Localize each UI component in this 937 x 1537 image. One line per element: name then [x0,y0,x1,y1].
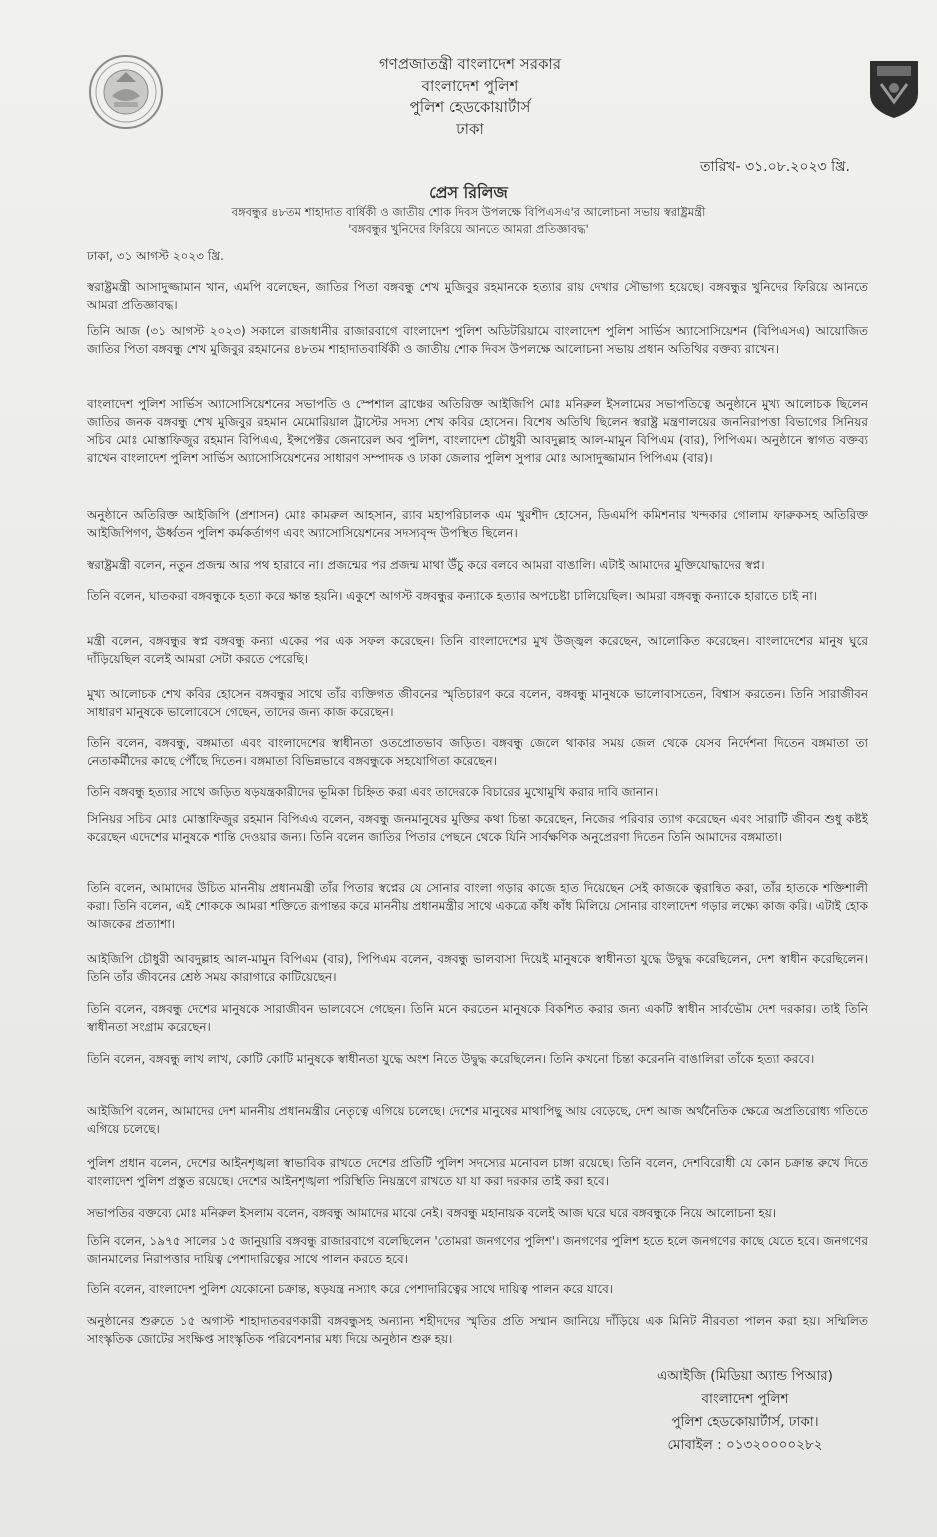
paragraph: মুখ্য আলোচক শেখ কবির হোসেন বঙ্গবন্ধুর সাথে তাঁর ব্যক্তিগত জীবনের স্মৃতিচারণ করে বলেন, বঙ্গবন্ধু মানুষকে ভালোবাসতেন, বিশ্বাস করতেন। তিনি সারাজীবন সাধারণ মানুষকে ভালোবেসে গেছেন, তাদের জন্য কাজ করেছেন। [87,687,868,719]
paragraph: আইজিপি বলেন, আমাদের দেশ মাননীয় প্রধানমন্ত্রীর নেতৃত্বে এগিয়ে চলেছে। দেশের মানুষের মাথাপিছু আয় বেড়েছে, দেশ আজ অর্থনৈতিক ক্ষেত্রে অপ্রতিরোধ্য গতিতে এগিয়ে চলেছে। [87,1104,868,1136]
paragraph: স্বরাষ্ট্রমন্ত্রী বলেন, নতুন প্রজন্ম আর পথ হারাবে না। প্রজন্মের পর প্রজন্ম মাথা উঁচু করে বলবে আমরা বাঙালি। এটাই আমাদের মুক্তিযোদ্ধাদের স্বপ্ন। [87,558,765,572]
paragraph: সভাপতির বক্তব্যে মোঃ মনিরুল ইসলাম বলেন, বঙ্গবন্ধু আমাদের মাঝে নেই। বঙ্গবন্ধু মহানায়ক বলেই আজ ঘরে ঘরে বঙ্গবন্ধুকে নিয়ে আলোচনা হয়। [87,1206,777,1220]
paragraph: তিনি বলেন, ১৯৭৫ সালের ১৫ জানুয়ারি বঙ্গবন্ধু রাজারবাগে বলেছিলেন 'তোমরা জনগণের পুলিশ'। জনগণের পুলিশ হতে হলে জনগণের কাছে যেতে হবে। জনগণের জানমালের নিরাপত্তার দায়িত্ব পেশাদারিত্বের সাথে পালন করতে হবে। [87,1234,868,1266]
dateline: ঢাকা, ৩১ আগস্ট ২০২৩ খ্রি. [87,249,224,263]
letterhead-police: বাংলাদেশ পুলিশ [421,76,519,95]
paragraph: তিনি বলেন, ঘাতকরা বঙ্গবন্ধুকে হত্যা করে ক্ষান্ত হয়নি। একুশে আগস্ট বঙ্গবন্ধুর কন্যাকে হত্যার অপচেষ্টা চালিয়েছিল। আমরা বঙ্গবন্ধু কন্যাকে হারাতে চাই না। [87,589,817,603]
paragraph: বাংলাদেশ পুলিশ সার্ভিস অ্যাসোসিয়েশনের সভাপতি ও স্পেশাল ব্রাঞ্চের অতিরিক্ত আইজিপি মোঃ মনিরুল ইসলামের সভাপতিত্বে অনুষ্ঠানে মুখ্য আলোচক ছিলেন জাতির জনক বঙ্গবন্ধু শেখ মুজিবুর রহমান মেমোরিয়াল ট্রাস্টের সদস্য শেখ কবির হোসেন। বিশেষ অতিথি ছিলেন স্বরাষ্ট্র মন্ত্রণালয়ের জননিরাপত্তা বিভাগের সিনিয়র সচিব মোঃ মোস্তাফিজুর রহমান বিপিএএ, ইন্সপেক্টর জেনারেল অব পুলিশ, বাংলাদেশ চৌধুরী আবদুল্লাহ আল-মামুন বিপিএম (বার), পিপিএম। অনুষ্ঠানে স্বাগত বক্তব্য রাখেন বাংলাদেশ পুলিশ সার্ভিস অ্যাসোসিয়েশনের সাধারণ সম্পাদক ও ঢাকা জেলার পুলিশ সুপার মোঃ আসাদুজ্জামান পিপিএম (বার)। [87,397,868,465]
paragraph: তিনি বলেন, বঙ্গবন্ধু দেশের মানুষকে সারাজীবন ভালবেসে গেছেন। তিনি মনে করতেন মানুষকে বিকশিত করার জন্য একটি স্বাধীন সার্বভৌম দেশ দরকার। তাই তিনি স্বাধীনতা সংগ্রাম করেছেন। [87,1002,868,1034]
paragraph: তিনি বলেন, আমাদের উচিত মাননীয় প্রধানমন্ত্রী তাঁর পিতার স্বপ্নের যে সোনার বাংলা গড়ার কাজে হাত দিয়েছেন সেই কাজকে ত্বরান্বিত করা, তাঁর হাতকে শক্তিশালী করা। তিনি বলেন, এই শোককে আমরা শক্তিতে রূপান্তর করে মাননীয় প্রধানমন্ত্রীর সাথে একত্রে কাঁধ কাঁধ মিলিয়ে সোনার বাংলাদেশ গড়ার লক্ষ্যে কাজ করি। এটাই হোক আজকের প্রত্যাশা। [87,881,868,931]
paragraph: মন্ত্রী বলেন, বঙ্গবন্ধুর স্বপ্ন বঙ্গবন্ধু কন্যা একের পর এক সফল করেছেন। তিনি বাংলাদেশের মুখ উজ্জ্বল করেছেন, আলোকিত করেছেন। বাংলাদেশের মানুষ ঘুরে দাঁড়িয়েছিল বলেই আমরা সেটা করতে পেরেছি। [87,634,868,666]
headline-line-1: বঙ্গবন্ধুর ৪৮তম শাহাদাত বার্ষিকী ও জাতীয় শোক দিবস উপলক্ষে বিপিএসএ'র আলোচনা সভায় স্বরাষ্ট্রমন্ত্রী [231,205,706,219]
paragraph: সিনিয়র সচিব মোঃ মোস্তাফিজুর রহমান বিপিএএ বলেন, বঙ্গবন্ধু জনমানুষের মুক্তির কথা চিন্তা করেছেন, নিজের পরিবার ত্যাগ করেছেন এবং সারাটি জীবন শুধু কষ্টই করেছেন এদেশের মানুষকে শান্তি দেওয়ার জন্য। তিনি বলেন জাতির পিতার পেছনে থেকে যিনি সার্বক্ষণিক অনুপ্রেরণা দিতেন তিনি আমাদের বঙ্গমাতা। [87,812,868,844]
paragraph: তিনি বলেন, বঙ্গবন্ধু লাখ লাখ, কোটি কোটি মানুষকে স্বাধীনতা যুদ্ধে অংশ নিতে উদ্বুদ্ধ করেছিলেন। তিনি কখনো চিন্তা করেননি বাঙালিরা তাঁকে হত্যা করবে। [87,1052,815,1066]
police-emblem-icon [86,52,166,132]
letterhead-government: গণপ্রজাতন্ত্রী বাংলাদেশ সরকার [378,55,562,73]
letterhead-city: ঢাকা [456,119,484,138]
headline-line-2: 'বঙ্গবন্ধুর খুনিদের ফিরিয়ে আনতে আমরা প্রতিজ্ঞাবদ্ধ' [348,222,589,236]
signature-designation: এআইজি (মিডিয়া অ্যান্ড পিআর) [657,1368,833,1384]
headline [150,204,787,238]
paragraph: পুলিশ প্রধান বলেন, দেশের আইনশৃঙ্খলা স্বাভাবিক রাখতে দেশের প্রতিটি পুলিশ সদস্যের মনোবল চাঙ্গা রয়েছে। তিনি বলেন, দেশবিরোধী যে কোন চক্রান্ত রুখে দিতে বাংলাদেশ পুলিশ প্রস্তুত রয়েছে। দেশের আইনশৃঙ্খলা পরিস্থিতি নিয়ন্ত্রণে রাখতে যা যা করা দরকার তাই করা হবে। [87,1156,868,1188]
letterhead [280,54,660,140]
signature-office: পুলিশ হেডকোয়ার্টার্স, ঢাকা। [671,1414,819,1430]
paragraph: আইজিপি চৌধুরী আবদুল্লাহ আল-মামুন বিপিএম (বার), পিপিএম বলেন, বঙ্গবন্ধু ভালবাসা দিয়েই মানুষকে স্বাধীনতা যুদ্ধে উদ্বুদ্ধ করেছিলেন, দেশ স্বাধীন করেছিলেন। তিনি তাঁর জীবনের শ্রেষ্ঠ সময় কারাগারে কাটিয়েছেন। [87,952,868,984]
signature-organization: বাংলাদেশ পুলিশ [701,1391,789,1407]
issue-date: তারিখ- ৩১.০৮.২০২৩ খ্রি. [700,159,850,175]
paragraph: অনুষ্ঠানের শুরুতে ১৫ অগাস্ট শাহাদাতবরণকারী বঙ্গবন্ধুসহ অন্যান্য শহীদদের স্মৃতির প্রতি সম্মান জানিয়ে দাঁড়িয়ে এক মিনিট নীরবতা পালন করা হয়। সম্মিলিত সাংস্কৃতিক জোটের সংক্ষিপ্ত সাংস্কৃতিক পরিবেশনার মধ্য দিয়ে অনুষ্ঠান শুরু হয়। [87,1314,868,1346]
signature-block [630,1365,860,1457]
paragraph: তিনি বলেন, বঙ্গবন্ধু, বঙ্গমাতা এবং বাংলাদেশের স্বাধীনতা ওতপ্রোতভাব জড়িত। বঙ্গবন্ধু জেলে থাকার সময় জেল থেকে যেসব নির্দেশনা দিতেন বঙ্গমাতা তা নেতাকর্মীদের কাছে পৌঁছে দিতেন। বঙ্গমাতা বিভিন্নভাবে বঙ্গবন্ধুকে সহযোগিতা করেছেন। [87,736,868,768]
paragraph: তিনি আজ (৩১ আগস্ট ২০২৩) সকালে রাজধানীর রাজারবাগে বাংলাদেশ পুলিশ অডিটরিয়ামে বাংলাদেশ পুলিশ সার্ভিস অ্যাসোসিয়েশন (বিপিএসএ) আয়োজিত জাতির পিতা বঙ্গবন্ধু শেখ মুজিবুর রহমানের ৪৮তম শাহাদাতবার্ষিকী ও জাতীয় শোক দিবস উপলক্ষে আলোচনা সভায় প্রধান অতিথির বক্তব্য রাখেন। [87,324,868,356]
letterhead-headquarters: পুলিশ হেডকোয়ার্টার্স [409,98,531,116]
paragraph: তিনি বঙ্গবন্ধু হত্যার সাথে জড়িত ষড়যন্ত্রকারীদের ভূমিকা চিহ্নিত করা এবং তাদেরকে বিচারের মুখোমুখি করার দাবি জানান। [87,785,659,799]
paragraph: তিনি বলেন, বাংলাদেশ পুলিশ যেকোনো চক্রান্ত, ষড়যন্ত্র নস্যাৎ করে পেশাদারিত্বের সাথে দায়িত্ব পালন করে যাবে। [87,1282,614,1296]
page-title: প্রেস রিলিজ [429,183,508,202]
paragraph: স্বরাষ্ট্রমন্ত্রী আসাদুজ্জামান খান, এমপি বলেছেন, জাতির পিতা বঙ্গবন্ধু শেখ মুজিবুর রহমানকে হত্যার রায় দেখার সৌভাগ্য হয়েছে। বঙ্গবন্ধুর খুনিদের ফিরিয়ে আনতে আমরা প্রতিজ্ঞাবদ্ধ। [87,280,868,312]
police-badge-icon [867,58,921,120]
paragraph: অনুষ্ঠানে অতিরিক্ত আইজিপি (প্রশাসন) মোঃ কামরুল আহসান, র‍্যাব মহাপরিচালক এম খুরশীদ হোসেন, ডিএমপি কমিশনার খন্দকার গোলাম ফারুকসহ অতিরিক্ত আইজিপিগণ, ঊর্ধ্বতন পুলিশ কর্মকর্তাগণ এবং অ্যাসোসিয়েশনের সদস্যবৃন্দ উপস্থিত ছিলেন। [87,508,868,540]
signature-mobile: মোবাইল : ০১৩২০০০০২৮২ [667,1437,823,1453]
